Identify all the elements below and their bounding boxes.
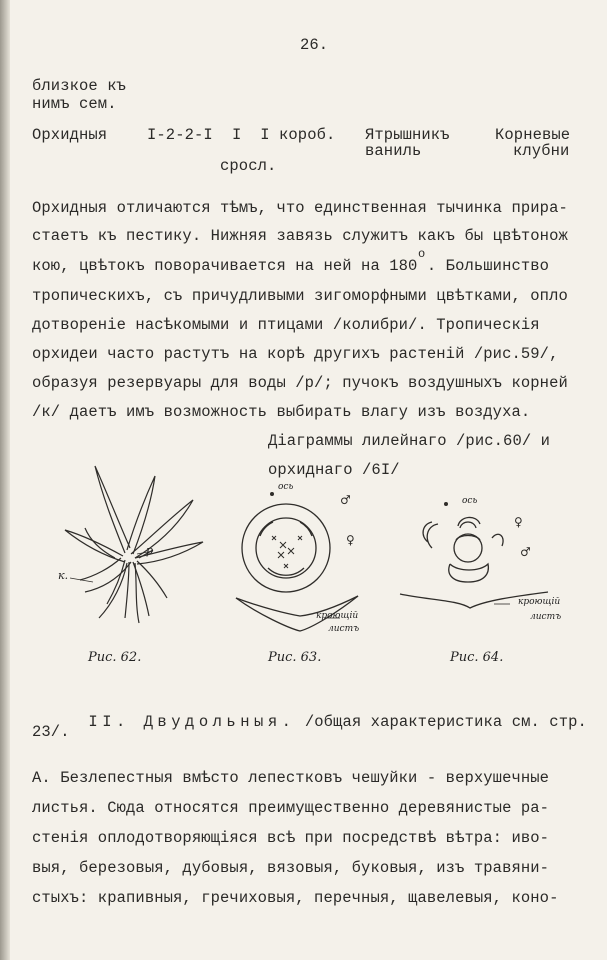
page-number: 26. — [300, 36, 329, 54]
fig3-caption: Рис. 64. — [450, 650, 504, 665]
paragraph-line: образуя резервуары для воды /р/; пучокъ воздушныхъ корней — [32, 374, 568, 392]
fig1-label-p: р — [146, 544, 154, 557]
section-heading-line2: 23/. — [32, 723, 70, 741]
example-usage-2: клубни — [513, 142, 570, 160]
paragraph-line: А. Безлепестныя вмѣсто лепестковъ чешуйки - верхушечные — [32, 769, 550, 787]
paragraph-line: кою, цвѣтокъ поворачивается на ней на 180 . Большинство — [32, 257, 550, 275]
svg-text:♂: ♂ — [340, 493, 351, 507]
fruit-count: I I короб. — [232, 126, 336, 144]
text-line: нимъ сем. — [32, 95, 117, 113]
svg-text:♀: ♀ — [514, 515, 523, 529]
fig2-axis-label: ось — [278, 482, 294, 492]
section-heading-spaced: II. Двудольныя. — [88, 713, 296, 731]
paragraph-line: Орхидныя отличаются тѣмъ, что единственная тычинка прира- — [32, 199, 568, 217]
fig2-bract-label-2: листъ — [328, 624, 360, 634]
svg-text:♀: ♀ — [346, 533, 355, 547]
paragraph-line: тропическихъ, съ причудливыми зигоморфными цвѣтками, опло — [32, 287, 568, 305]
orchid-plant-drawing — [55, 458, 215, 628]
example-usage: Корневые — [495, 126, 571, 144]
diagram-caption: Діаграммы лилейнаго /рис.60/ и — [268, 432, 551, 450]
fig1-label-k: к. — [58, 569, 69, 582]
fig1-caption: Рис. 62. — [88, 650, 142, 665]
example-plant: Ятрышникъ — [365, 126, 450, 144]
family-name: Орхидныя — [32, 126, 108, 144]
fig2-caption: Рис. 63. — [268, 650, 322, 665]
fig3-bract-label: кроющій — [518, 597, 561, 607]
example-plant-2: ваниль — [365, 142, 422, 160]
table-note: сросл. — [220, 157, 277, 175]
paragraph-line: выя, березовыя, дубовыя, вязовыя, буковыя, изъ травяни- — [32, 859, 550, 877]
flower-formula: I-2-2-I — [147, 126, 213, 144]
section-heading-rest: /общая характеристика см. стр. — [295, 713, 587, 731]
paragraph-line: листья. Сюда относятся преимущественно деревянистые ра- — [32, 799, 550, 817]
svg-text:♂: ♂ — [520, 545, 531, 559]
paragraph-line: стенія оплодотворяющіяся всѣ при посредствѣ вѣтра: иво- — [32, 829, 550, 847]
degree-mark: о — [418, 247, 426, 261]
page-edge-shadow — [0, 0, 10, 960]
paragraph-line: /к/ даетъ имъ возможность выбирать влагу изъ воздуха. — [32, 403, 531, 421]
paragraph-line: орхидеи часто растутъ на корѣ другихъ растеній /рис.59/, — [32, 345, 559, 363]
fig3-bract-label-2: листъ — [530, 612, 562, 622]
fig2-bract-label: кроющій — [316, 611, 359, 621]
text-line: близкое къ — [32, 77, 127, 95]
paragraph-line: стыхъ: крапивныя, гречиховыя, перечныя, щавелевыя, коно- — [32, 889, 559, 907]
diagram-caption: орхиднаго /6I/ — [268, 461, 400, 479]
fig3-axis-label: ось — [462, 496, 478, 506]
paragraph-line: стаетъ къ пестику. Нижняя завязь служитъ какъ бы цвѣтонож — [32, 227, 568, 245]
paragraph-line: дотвореніе насѣкомыми и птицами /колибри/. Тропическія — [32, 316, 540, 334]
